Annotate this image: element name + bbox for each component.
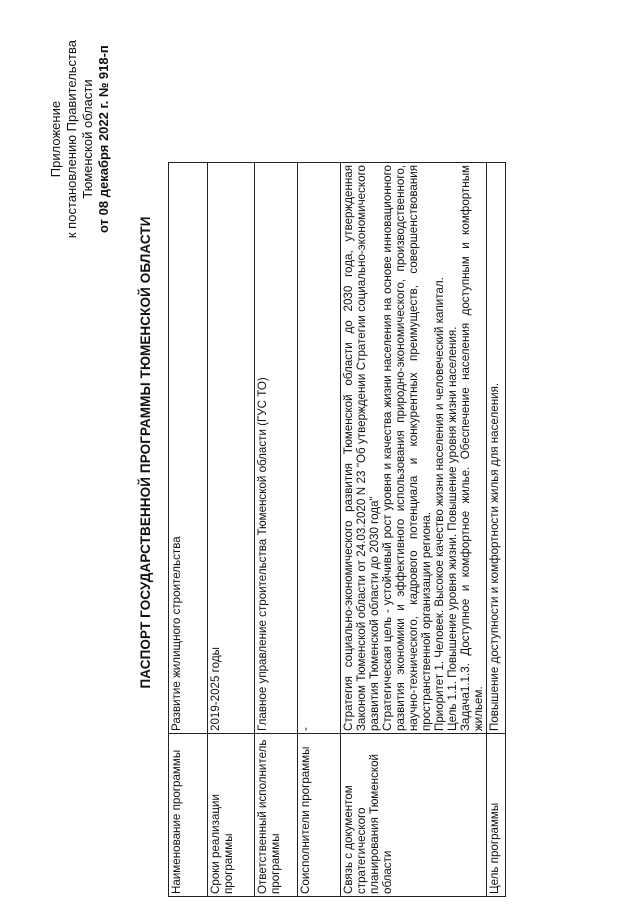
- row-value: Повышение доступности и комфортности жилья для населения.: [487, 163, 506, 734]
- table-row: [487, 163, 506, 897]
- table-row: [169, 163, 208, 897]
- appendix-line2: Тюменской области: [80, 79, 95, 199]
- row-label: Цель программы: [487, 734, 506, 897]
- row-label: Сроки реализации программы: [208, 734, 255, 897]
- table-row: [208, 163, 255, 897]
- strategy-line: Приоритет 1. Человек. Высокое качество жизни населения и человеческий капитал.: [433, 277, 446, 731]
- passport-table: [168, 162, 506, 897]
- appendix-line1: к постановлению Правительства: [64, 40, 79, 239]
- row-label: Наименование программы: [169, 734, 208, 897]
- row-value: [341, 163, 487, 734]
- strategy-line: Цель 1.1. Повышение уровня жизни. Повышение уровня жизни населения.: [446, 326, 459, 731]
- row-value: Развитие жилищного строительства: [169, 163, 208, 734]
- appendix-title: Приложение: [48, 100, 63, 178]
- strategy-line: Стратегическая цель - устойчивый рост уровня и качества жизни населения на основе инновационного развития экономики и эффективного использования природно-экономического, производственного, научно-технического, кадрового потенциала и конкурентных преимуществ, совершенствования пространственной организации региона.: [381, 165, 433, 731]
- page-title: ПАСПОРТ ГОСУДАРСТВЕННОЙ ПРОГРАММЫ ТЮМЕНСКОЙ ОБЛАСТИ: [138, 216, 153, 689]
- row-value: -: [298, 163, 341, 734]
- appendix-block: [48, 40, 112, 238]
- row-value: 2019-2025 годы: [208, 163, 255, 734]
- appendix-date: от 08 декабря 2022 г. № 918-п: [96, 45, 111, 233]
- table-row: [255, 163, 298, 897]
- row-value: Главное управление строительства Тюменской области (ГУС ТО): [255, 163, 298, 734]
- row-label: Связь с документом стратегического планирования Тюменской области: [341, 734, 487, 897]
- strategy-line: Стратегия социально-экономического развития Тюменской области до 2030 года, утвержденная Законом Тюменской области от 24.03.2020 N 23 "Об утверждении Стратегии социально-экономического развития Тюменской области до 2030 года": [342, 165, 381, 731]
- strategy-line: Задача1.1.3. Доступное и комфортное жилье. Обеспечение населения доступным и комфортным жильем.: [459, 165, 485, 731]
- row-label: Соисполнители программы: [298, 734, 341, 897]
- table-row: [341, 163, 487, 897]
- table-row: [298, 163, 341, 897]
- row-label: Ответственный исполнитель программы: [255, 734, 298, 897]
